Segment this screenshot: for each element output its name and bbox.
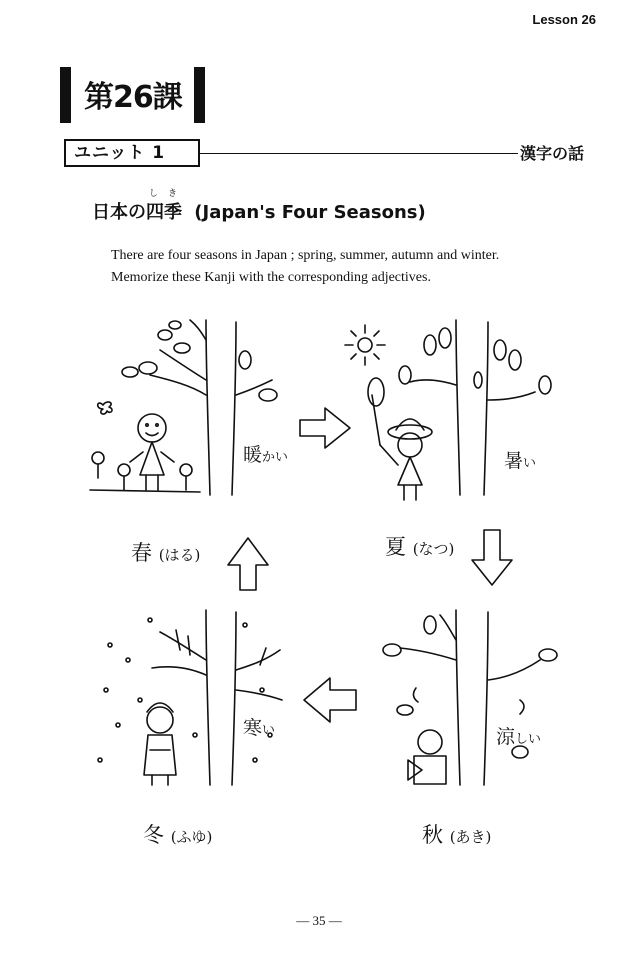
unit-topic: 漢字の話: [520, 144, 585, 163]
arrow-summer-to-autumn: [472, 530, 512, 585]
section-title-kanji-ki: 季: [164, 202, 182, 223]
adjective-warm: 暖かい: [243, 444, 289, 466]
autumn-tree-illustration: [383, 610, 557, 785]
page-number: — 35 —: [296, 913, 342, 928]
section-title-english: (Japan's Four Seasons): [194, 202, 426, 223]
season-summer-label: 夏 (なつ): [385, 535, 455, 559]
arrow-winter-to-spring: [228, 538, 268, 590]
adjective-cool: 涼しい: [496, 726, 542, 748]
lesson-title: 第26課: [84, 80, 182, 115]
spring-tree-illustration: [90, 320, 277, 495]
winter-tree-illustration: [98, 610, 282, 785]
adjective-cold: 寒い: [243, 717, 276, 739]
lesson-label: Lesson 26: [532, 12, 596, 27]
furigana-shi: し: [149, 189, 159, 199]
season-autumn-label: 秋 (あき): [422, 823, 492, 847]
unit-label: ユニット 1: [64, 139, 200, 167]
section-title-prefix: 日本の: [92, 202, 146, 223]
furigana-ki: き: [168, 189, 178, 199]
season-winter-label: 冬 (ふゆ): [143, 823, 213, 847]
summer-tree-illustration: [345, 320, 551, 500]
arrow-autumn-to-winter: [304, 678, 356, 722]
arrow-spring-to-summer: [300, 408, 350, 448]
section-title-kanji-shi: 四: [146, 202, 164, 223]
intro-line-1: There are four seasons in Japan ; spring, summer, autumn and winter.: [111, 248, 500, 263]
adjective-hot: 暑い: [504, 450, 537, 472]
intro-line-2: Memorize these Kanji with the corresponding adjectives.: [111, 270, 431, 285]
season-spring-label: 春 (はる): [131, 541, 201, 565]
